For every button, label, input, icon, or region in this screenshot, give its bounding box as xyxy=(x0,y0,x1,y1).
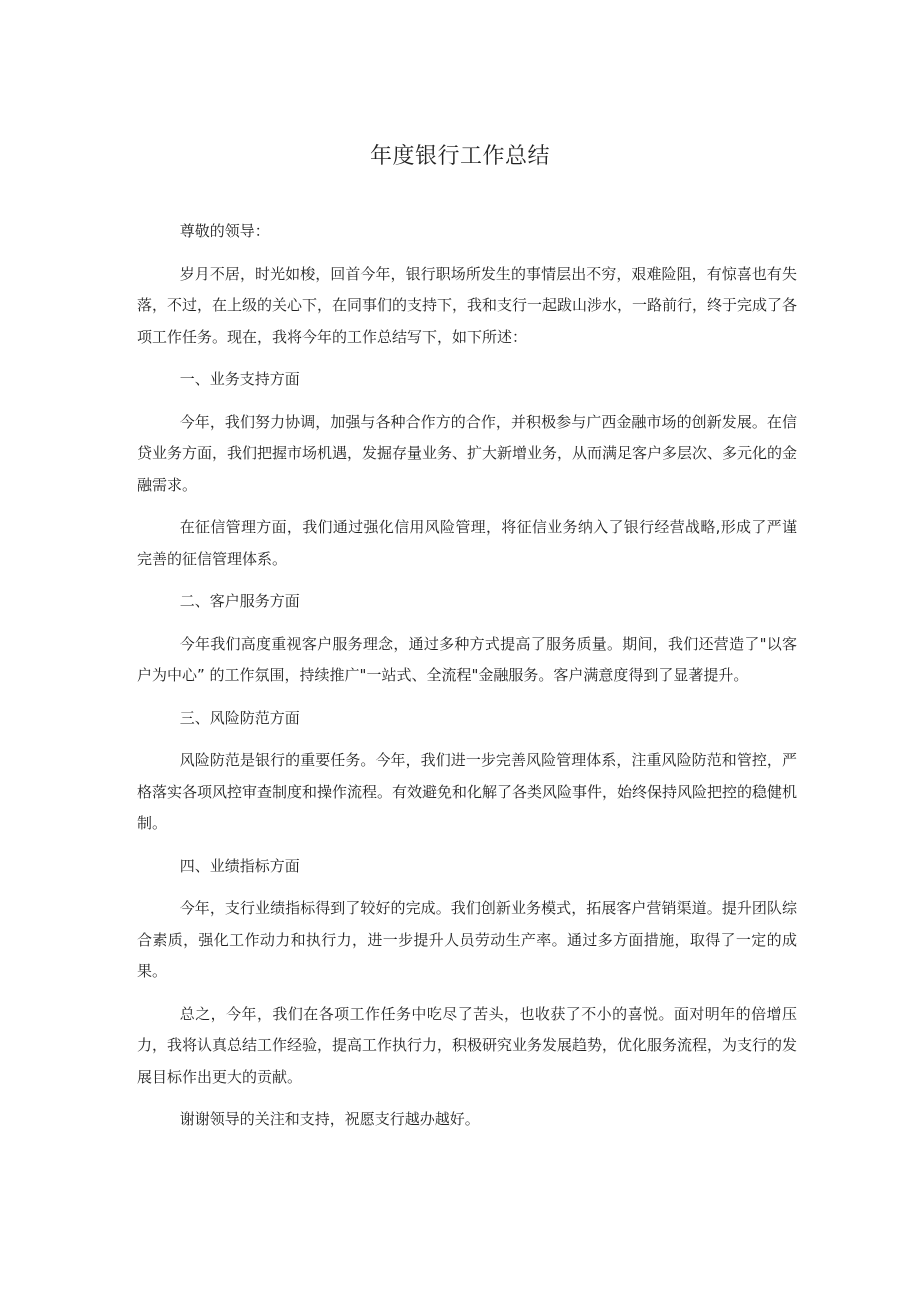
credit-management-paragraph: 在征信管理方面，我们通过强化信用风险管理，将征信业务纳入了银行经营战略,形成了严谨完善的征信管理体系。 xyxy=(137,518,797,568)
document-title: 年度银行工作总结 xyxy=(369,144,550,169)
intro-paragraph: 岁月不居，时光如梭，回首今年，银行职场所发生的事情层出不穷，艰难险阻，有惊喜也有失落，不过，在上级的关心下，在同事们的支持下，我和支行一起跋山涉水，一路前行，终于完成了各项工作任务。现在，我将今年的工作总结写下，如下所述： xyxy=(137,264,798,346)
section-heading-business-support: 一、业务支持方面 xyxy=(179,370,300,388)
section-heading-customer-service: 二、客户服务方面 xyxy=(179,592,300,610)
customer-service-paragraph: 今年我们高度重视客户服务理念，通过多种方式提高了服务质量。期间，我们还营造了"以客户为中心” 的工作氛围，持续推广"一站式、全流程"金融服务。客户满意度得到了显著提升。 xyxy=(137,634,797,684)
section-heading-performance: 四、业绩指标方面 xyxy=(179,856,300,875)
performance-paragraph: 今年，支行业绩指标得到了较好的完成。我们创新业务模式，拓展客户营销渠道。提升团队综合素质，强化工作动力和执行力，进一步提升人员劳动生产率。通过多方面措施，取得了一定的成果。 xyxy=(137,899,797,980)
conclusion-paragraph: 总之，今年，我们在各项工作任务中吃尽了苦头，也收获了不小的喜悦。面对明年的倍增压力，我将认真总结工作经验，提高工作执行力，积极研究业务发展趋势，优化服务流程，为支行的发展目标作出更大的贡献。 xyxy=(137,1004,798,1086)
risk-prevention-paragraph: 风险防范是银行的重要任务。今年，我们进一步完善风险管理体系，注重风险防范和管控，严格落实各项风控审查制度和操作流程。有效避免和化解了各类风险事件，始终保持风险把控的稳健机制。 xyxy=(137,751,798,832)
salutation: 尊敬的领导： xyxy=(179,222,270,240)
closing-paragraph: 谢谢领导的关注和支持，祝愿支行越办越好。 xyxy=(179,1110,480,1128)
document-body xyxy=(137,216,797,1147)
business-support-paragraph: 今年，我们努力协调，加强与各种合作方的合作，并积极参与广西金融市场的创新发展。在信贷业务方面，我们把握市场机遇，发掘存量业务、扩大新增业务，从而满足客户多层次、多元化的金融需求。 xyxy=(137,412,798,494)
section-heading-risk-prevention: 三、风险防范方面 xyxy=(179,708,300,727)
